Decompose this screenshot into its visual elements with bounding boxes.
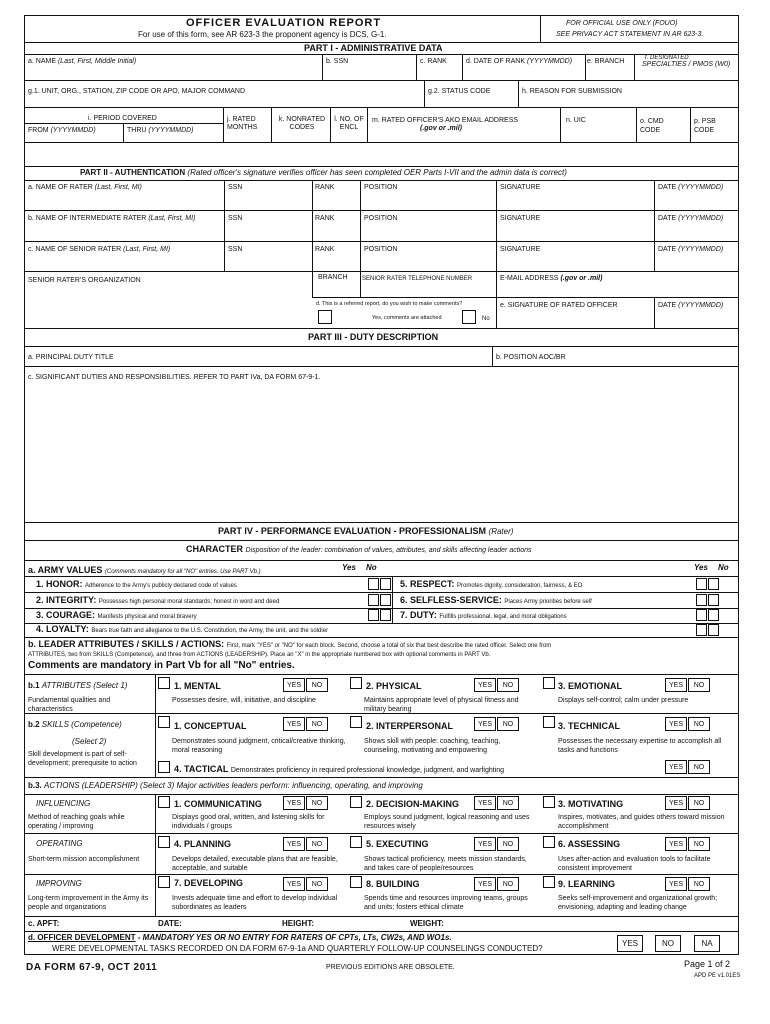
group-operating-desc: Short-term mission accomplishment	[28, 856, 140, 863]
ssn-label: b. SSN	[326, 58, 349, 65]
fouo-label: FOR OFFICIAL USE ONLY (FOUO)	[566, 20, 678, 27]
senior-position-label: POSITION	[364, 246, 398, 253]
int-rater-ssn-label: SSN	[228, 215, 243, 222]
action-communicating-desc: Displays good oral, written, and listening skills for individuals / groups	[172, 814, 325, 830]
sr-org-label: SENIOR RATER'S ORGANIZATION	[28, 277, 141, 284]
page-number: Page 1 of 2	[684, 959, 731, 969]
action-executing-desc: Shows tactical proficiency, meets mission standards, and takes care of people/resources	[364, 856, 527, 872]
part2-title: PART II - AUTHENTICATION (Rated officer's signature verifies officer has seen completed OER Parts I-VII and the admin data is correct)	[80, 168, 567, 177]
subtitle-suffix: the proponent agency is DCS, G-1.	[262, 30, 387, 39]
action-executing-yes-button[interactable]: YES	[474, 837, 496, 851]
b2-desc: Skill development is part of self-development; prerequisite to action	[28, 751, 137, 767]
referred-yes-checkbox[interactable]	[318, 310, 332, 324]
action-developing-yes-button[interactable]: YES	[283, 877, 305, 891]
rated-signature-label: e. SIGNATURE OF RATED OFFICER	[500, 302, 618, 309]
psb-code-label: p. PSB CODE	[694, 118, 716, 134]
comments-mandatory-note: Comments are mandatory in Part Vb for all "No" entries.	[28, 660, 295, 671]
action-learning-yes-button[interactable]: YES	[665, 877, 687, 891]
unit-label: g.1. UNIT, ORG., STATION, ZIP CODE OR APO, MAJOR COMMAND	[28, 88, 246, 95]
attr-physical-desc: Maintains appropriate level of physical fitness and military bearing	[364, 697, 519, 713]
senior-ssn-label: SSN	[228, 246, 243, 253]
action-learning-desc: Seeks self-improvement and organizational growth; envisioning, adapting and leading change	[558, 895, 718, 911]
action-decision-yes-button[interactable]: YES	[474, 796, 496, 810]
skill-technical-desc: Possesses the necessary expertise to accomplish all tasks and functions	[558, 738, 722, 754]
rank-label: c. RANK	[420, 58, 447, 65]
skill-interpersonal-select-checkbox[interactable]	[350, 716, 362, 728]
skill-conceptual-desc: Demonstrates sound judgment, critical/creative thinking, moral reasoning	[172, 738, 346, 754]
privacy-label: SEE PRIVACY ACT STATEMENT IN AR 623-3.	[556, 31, 704, 38]
action-assessing-desc: Uses after-action and evaluation tools to facilitate consistent improvement	[558, 856, 711, 872]
skill-interpersonal-yes-button[interactable]: YES	[474, 717, 496, 731]
status-code-label: g.2. STATUS CODE	[428, 88, 491, 95]
action-decision-no-button[interactable]: NO	[497, 796, 519, 810]
ako-email-hint: (.gov or .mil)	[420, 125, 462, 132]
skill-technical-yes-button[interactable]: YES	[665, 717, 687, 731]
apft-weight-label: WEIGHT:	[410, 919, 444, 928]
value-courage: 3. COURAGE: Manifests physical and moral bravery	[36, 610, 197, 620]
attr-emotional-desc: Displays self-control; calm under pressure	[558, 697, 689, 704]
skill-conceptual-yes-button[interactable]: YES	[283, 717, 305, 731]
skill-interpersonal-name: 2. INTERPERSONAL	[366, 721, 454, 731]
int-rater-rank-label: RANK	[315, 215, 335, 222]
character-line: CHARACTER Disposition of the leader: combination of values, attributes, and skills affecting leader actions	[186, 544, 532, 554]
part3-title: PART III - DUTY DESCRIPTION	[308, 332, 439, 342]
action-executing-no-button[interactable]: NO	[497, 837, 519, 851]
skill-tactical-yes-button[interactable]: YES	[665, 760, 687, 774]
od-no-button[interactable]: NO	[655, 935, 681, 952]
action-motivating-select-checkbox[interactable]	[543, 796, 555, 808]
group-influencing-desc: Method of reaching goals while operating / improving	[28, 814, 125, 830]
b2-header: b.2 SKILLS (Competence)	[28, 720, 122, 729]
skill-tactical-no-button[interactable]: NO	[688, 760, 710, 774]
rater-name-label: a. NAME OF RATER (Last, First, MI)	[28, 184, 142, 191]
action-decision-desc: Employs sound judgment, logical reasoning and uses resources wisely	[364, 814, 530, 830]
period-covered-label: i. PERIOD COVERED	[88, 115, 157, 122]
value-integrity: 2. INTEGRITY: Possesses high personal moral standards; honest in word and deed	[36, 595, 280, 605]
skill-technical-select-checkbox[interactable]	[543, 716, 555, 728]
ako-email-label: m. RATED OFFICER'S AKO EMAIL ADDRESS	[372, 117, 519, 124]
action-developing-select-checkbox[interactable]	[158, 876, 170, 888]
integrity-yes-checkbox[interactable]	[368, 594, 379, 606]
int-rater-date-label: DATE (YYYYMMDD)	[658, 215, 724, 222]
referred-yes-label: Yes, comments are attached	[372, 315, 442, 321]
action-executing-name: 5. EXECUTING	[366, 839, 429, 849]
skill-conceptual-name: 1. CONCEPTUAL	[174, 721, 247, 731]
group-improving-title: IMPROVING	[36, 879, 82, 888]
sr-branch-label: BRANCH	[318, 274, 348, 281]
principal-duty-label: a. PRINCIPAL DUTY TITLE	[28, 354, 114, 361]
selfless-yes-checkbox[interactable]	[696, 594, 707, 606]
skill-interpersonal-no-button[interactable]: NO	[497, 717, 519, 731]
action-developing-desc: Invests adequate time and effort to develop individual subordinates as leaders	[172, 895, 338, 911]
senior-rank-label: RANK	[315, 246, 335, 253]
respect-no-checkbox[interactable]	[708, 578, 719, 590]
courage-yes-checkbox[interactable]	[368, 609, 379, 621]
referred-no-checkbox[interactable]	[462, 310, 476, 324]
referred-no-label: No	[482, 316, 490, 322]
form-number: DA FORM 67-9, OCT 2011	[26, 962, 158, 973]
senior-date-label: DATE (YYYYMMDD)	[658, 246, 724, 253]
action-communicating-select-checkbox[interactable]	[158, 796, 170, 808]
group-operating-title: OPERATING	[36, 839, 83, 848]
integrity-no-checkbox[interactable]	[380, 594, 391, 606]
form-subtitle	[138, 31, 387, 39]
leader-attributes-note: ATTRIBUTES, two from SKILLS (Competence), and three from ACTIONS (LEADERSHIP). Place an "X" in the appropriate numbered box with optional comments in PART Vb.	[28, 652, 491, 658]
skill-technical-name: 3. TECHNICAL	[558, 721, 621, 731]
od-yes-button[interactable]: YES	[617, 935, 643, 952]
action-building-yes-button[interactable]: YES	[474, 877, 496, 891]
honor-no-checkbox[interactable]	[380, 578, 391, 590]
values-yes-right: Yes	[694, 563, 708, 572]
respect-yes-checkbox[interactable]	[696, 578, 707, 590]
action-assessing-no-button[interactable]: NO	[688, 837, 710, 851]
part4-title: PART IV - PERFORMANCE EVALUATION - PROFESSIONALISM (Rater)	[218, 526, 514, 536]
int-rater-signature-label: SIGNATURE	[500, 215, 541, 222]
duty-no-checkbox[interactable]	[708, 609, 719, 621]
encl-label: l. NO. OF ENCL	[334, 116, 364, 131]
apft-label: c. APFT:	[28, 919, 60, 928]
action-learning-no-button[interactable]: NO	[688, 877, 710, 891]
courage-no-checkbox[interactable]	[380, 609, 391, 621]
rater-signature-label: SIGNATURE	[500, 184, 541, 191]
selfless-no-checkbox[interactable]	[708, 594, 719, 606]
action-building-select-checkbox[interactable]	[350, 876, 362, 888]
apft-date-label: DATE:	[158, 919, 182, 928]
referred-question: d. This is a referred report, do you wish to make comments?	[316, 301, 463, 307]
action-communicating-name: 1. COMMUNICATING	[174, 799, 262, 809]
action-planning-yes-button[interactable]: YES	[283, 837, 305, 851]
action-planning-desc: Develops detailed, executable plans that are feasible, acceptable, and suitable	[172, 856, 338, 872]
apft-height-label: HEIGHT:	[282, 919, 314, 928]
action-decision-name: 2. DECISION-MAKING	[366, 799, 460, 809]
action-motivating-yes-button[interactable]: YES	[665, 796, 687, 810]
previous-editions: PREVIOUS EDITIONS ARE OBSOLETE.	[326, 964, 455, 971]
rater-rank-label: RANK	[315, 184, 335, 191]
action-planning-select-checkbox[interactable]	[158, 836, 170, 848]
duty-yes-checkbox[interactable]	[696, 609, 707, 621]
action-motivating-no-button[interactable]: NO	[688, 796, 710, 810]
attr-mental-yes-button[interactable]: YES	[283, 678, 305, 692]
attr-physical-select-checkbox[interactable]	[350, 677, 362, 689]
senior-rater-name-label: c. NAME OF SENIOR RATER (Last, First, MI)	[28, 246, 171, 253]
b3-header: b.3. ACTIONS (LEADERSHIP) (Select 3) Major activities leaders perform: influencing, operating, and improving	[28, 781, 423, 790]
action-building-no-button[interactable]: NO	[497, 877, 519, 891]
form-title: OFFICER EVALUATION REPORT	[186, 17, 382, 29]
action-decision-select-checkbox[interactable]	[350, 796, 362, 808]
army-values-header: a. ARMY VALUES (Comments mandatory for all "NO" entries. Use PART Vb.)	[28, 565, 261, 575]
loyalty-yes-checkbox[interactable]	[696, 624, 707, 636]
action-building-name: 8. BUILDING	[366, 879, 420, 889]
skill-conceptual-select-checkbox[interactable]	[158, 716, 170, 728]
part1-title: PART I - ADMINISTRATIVE DATA	[304, 43, 443, 53]
nonrated-codes-label: k. NONRATED CODES	[278, 116, 326, 131]
action-developing-name: 7. DEVELOPING	[174, 878, 244, 888]
attr-emotional-name: 3. EMOTIONAL	[558, 681, 623, 691]
action-communicating-yes-button[interactable]: YES	[283, 796, 305, 810]
int-rater-position-label: POSITION	[364, 215, 398, 222]
value-selfless-service: 6. SELFLESS-SERVICE: Places Army priorities before self	[400, 595, 592, 605]
skill-tactical-select-checkbox[interactable]	[158, 761, 170, 773]
name-label: a. NAME (Last, First, Middle Initial)	[28, 58, 137, 65]
skill-conceptual-no-button[interactable]: NO	[306, 717, 328, 731]
uic-label: n. UIC	[566, 117, 586, 124]
loyalty-no-checkbox[interactable]	[708, 624, 719, 636]
rater-date-label: DATE (YYYYMMDD)	[658, 184, 724, 191]
value-duty: 7. DUTY: Fulfills professional, legal, and moral obligations	[400, 610, 567, 620]
specialties-label: SPECIALTIES / PMOS (W0)	[642, 61, 731, 68]
value-loyalty: 4. LOYALTY: Bears true faith and allegiance to the U.S. Constitution, the Army, the unit, and the soldier	[36, 624, 329, 634]
action-assessing-select-checkbox[interactable]	[543, 836, 555, 848]
designated-label: f. DESIGNATED	[645, 55, 689, 61]
action-motivating-desc: Inspires, motivates, and guides others toward mission accomplishment	[558, 814, 725, 830]
action-planning-name: 4. PLANNING	[174, 839, 232, 849]
value-honor: 1. HONOR: Adherence to the Army's publicly declared code of values	[36, 579, 237, 589]
rated-signature-date-label: DATE (YYYYMMDD)	[658, 302, 724, 309]
senior-signature-label: SIGNATURE	[500, 246, 541, 253]
action-executing-select-checkbox[interactable]	[350, 836, 362, 848]
value-respect: 5. RESPECT: Promotes dignity, consideration, fairness, & EO	[400, 579, 583, 589]
b2-select: (Select 2)	[72, 737, 107, 746]
values-yes-left: Yes	[342, 563, 356, 572]
action-building-desc: Spends time and resources improving teams, groups and units; fosters ethical climate	[364, 895, 528, 911]
attr-emotional-select-checkbox[interactable]	[543, 677, 555, 689]
attr-emotional-no-button[interactable]: NO	[688, 678, 710, 692]
attr-mental-name: 1. MENTAL	[174, 681, 221, 691]
action-assessing-yes-button[interactable]: YES	[665, 837, 687, 851]
leader-attributes-header: b. LEADER ATTRIBUTES / SKILLS / ACTIONS: First, mark "YES" or "NO" for each block. Second, choose a total of six that best describe the rated officer. Select one from	[28, 639, 552, 649]
position-aoc-label: b. POSITION AOC/BR	[496, 354, 566, 361]
skill-tactical-line: 4. TACTICAL Demonstrates proficiency in required professional knowledge, judgment, and warfighting	[174, 764, 505, 774]
officer-development-question: WERE DEVELOPMENTAL TASKS RECORDED ON DA FORM 67-9-1a AND QUARTERLY FOLLOW-UP COUNSELINGS CONDUCTED?	[52, 944, 543, 953]
date-of-rank-label: d. DATE OF RANK (YYYYMMDD)	[466, 58, 573, 65]
values-no-left: No	[366, 563, 377, 572]
action-learning-name: 9. LEARNING	[558, 879, 616, 889]
skill-technical-no-button[interactable]: NO	[688, 717, 710, 731]
branch-label: e. BRANCH	[587, 58, 625, 65]
action-developing-no-button[interactable]: NO	[306, 877, 328, 891]
subtitle-prefix: For use of this form, see	[138, 30, 225, 39]
group-improving-desc: Long-term improvement in the Army its people and organizations	[28, 895, 149, 911]
rater-ssn-label: SSN	[228, 184, 243, 191]
duties-label: c. SIGNIFICANT DUTIES AND RESPONSIBILITIES. REFER TO PART IVa, DA FORM 67-9-1.	[28, 374, 321, 381]
cmd-code-label: o. CMD CODE	[640, 118, 664, 134]
from-label: FROM (YYYYMMDD)	[28, 127, 96, 134]
rated-months-label: j. RATED MONTHS	[227, 116, 258, 131]
reason-label: h. REASON FOR SUBMISSION	[522, 88, 622, 95]
sr-email-label: E-MAIL ADDRESS (.gov or .mil)	[500, 275, 603, 282]
int-rater-name-label: b. NAME OF INTERMEDIATE RATER (Last, First, MI)	[28, 215, 196, 222]
officer-development-header: d. OFFICER DEVELOPMENT - MANDATORY YES OR NO ENTRY FOR RATERS OF CPTs, LTs, CW2s, AND WO1s.	[28, 933, 452, 942]
action-motivating-name: 3. MOTIVATING	[558, 799, 624, 809]
action-communicating-no-button[interactable]: NO	[306, 796, 328, 810]
attr-emotional-yes-button[interactable]: YES	[665, 678, 687, 692]
action-assessing-name: 6. ASSESSING	[558, 839, 621, 849]
b1-header: b.1 ATTRIBUTES (Select 1)	[28, 681, 128, 690]
skill-interpersonal-desc: Shows skill with people: coaching, teaching, counseling, motivating and empowering	[364, 738, 501, 754]
b1-desc: Fundamental qualities and characteristics	[28, 697, 111, 713]
apd-version: APD PE v1.01ES	[694, 973, 741, 979]
attr-physical-yes-button[interactable]: YES	[474, 678, 496, 692]
group-influencing-title: INFLUENCING	[36, 799, 91, 808]
values-no-right: No	[718, 563, 729, 572]
attr-physical-no-button[interactable]: NO	[497, 678, 519, 692]
attr-mental-desc: Possesses desire, will, initiative, and discipline	[172, 697, 316, 704]
sr-phone-label: SENIOR RATER TELEPHONE NUMBER	[362, 276, 473, 282]
attr-mental-select-checkbox[interactable]	[158, 677, 170, 689]
rater-position-label: POSITION	[364, 184, 398, 191]
honor-yes-checkbox[interactable]	[368, 578, 379, 590]
action-planning-no-button[interactable]: NO	[306, 837, 328, 851]
thru-label: THRU (YYYYMMDD)	[127, 127, 194, 134]
od-na-button[interactable]: NA	[694, 935, 720, 952]
attr-physical-name: 2. PHYSICAL	[366, 681, 422, 691]
attr-mental-no-button[interactable]: NO	[306, 678, 328, 692]
subtitle-reg: AR 623-3	[226, 30, 260, 39]
action-learning-select-checkbox[interactable]	[543, 876, 555, 888]
